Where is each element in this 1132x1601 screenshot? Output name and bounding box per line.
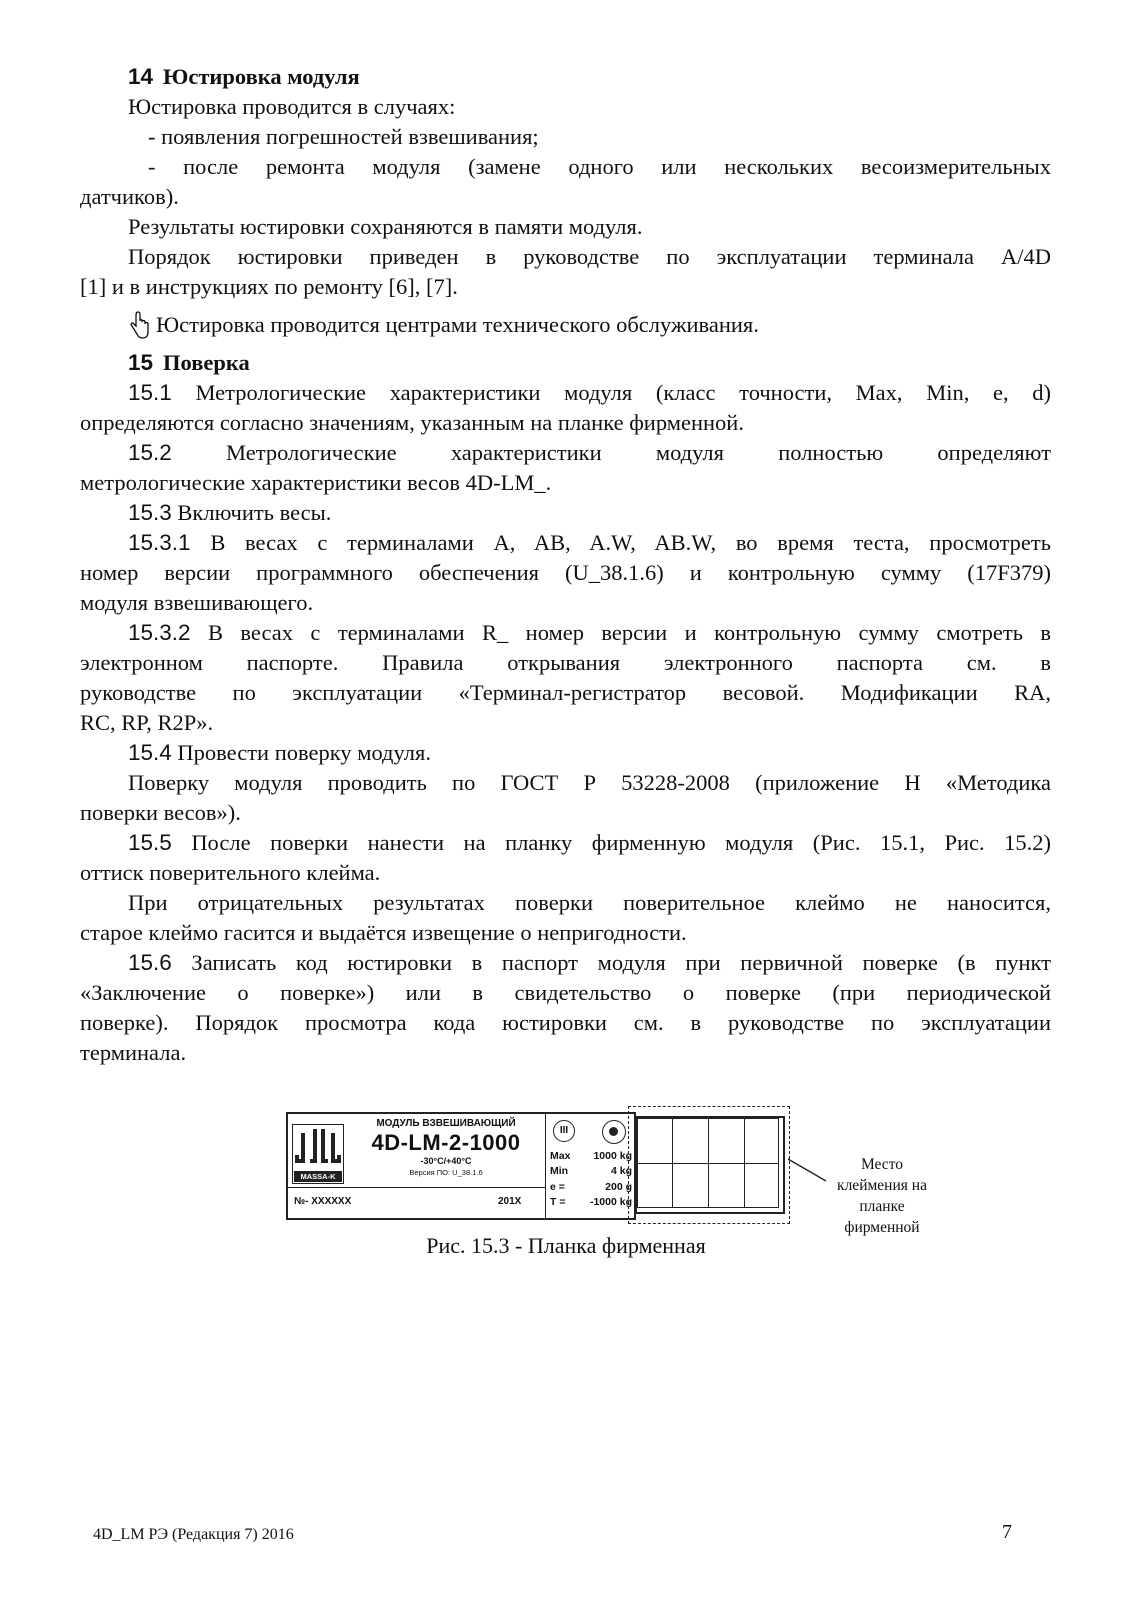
logo-mark-icon	[293, 1125, 343, 1171]
clause-15-1-continuation: определяются согласно значениям, указанным на планке фирменной.	[80, 410, 744, 435]
spec-e	[550, 1181, 632, 1193]
clause-text: Метрологические характеристики модуля полностью определяют	[226, 440, 1052, 465]
list-item: - появления погрешностей взвешивания;	[148, 124, 539, 149]
section-title: Поверка	[163, 350, 250, 375]
clause-number: 15.6	[128, 950, 172, 975]
figure-nameplate	[286, 1112, 927, 1250]
clause-number: 15.3.1	[128, 530, 191, 555]
clause-text: Провести поверку модуля.	[177, 740, 431, 765]
section-title: Юстировка модуля	[163, 64, 360, 89]
clause-text: В весах с терминалами A, AB, A.W, AB.W, во время теста, просмотреть	[210, 530, 1052, 555]
stamp-area	[628, 1106, 790, 1224]
plate-model: 4D-LM-2-1000	[371, 1130, 521, 1155]
label-line: Место	[860, 1156, 904, 1173]
plate-serial: №- XXXXXX	[294, 1196, 352, 1207]
clause-number: 15.5	[128, 830, 172, 855]
clause-15-2-continuation: метрологические характеристики весов 4D-LM_.	[80, 470, 552, 495]
certification-mark-icon	[602, 1120, 626, 1144]
paragraph: Порядок юстировки приведен в руководстве по эксплуатации терминала A/4D	[128, 244, 1051, 269]
spec-label: Min	[550, 1165, 569, 1177]
clause-15-3-1-continuation: номер версии программного обеспечения (U_38.1.6) и контрольную сумму (17F379)	[80, 560, 1051, 585]
clause-number: 15.1	[128, 380, 172, 405]
note	[80, 310, 1051, 340]
clause-15-1	[80, 378, 1051, 408]
clause-number: 15.2	[128, 440, 172, 465]
clause-number: 15.3.2	[128, 620, 191, 645]
footer-document: 4D_LM РЭ (Редакция 7) 2016	[93, 1526, 294, 1543]
section-15-heading	[80, 348, 1051, 378]
list-item-continuation: датчиков).	[80, 184, 179, 209]
paragraph-continuation: поверки весов»).	[80, 800, 241, 825]
spec-label: e =	[550, 1181, 565, 1193]
clause-15-3-2	[80, 618, 1051, 648]
clause-15-3	[80, 498, 1051, 528]
page-number: 7	[1002, 1521, 1012, 1543]
label-line: планке	[859, 1198, 905, 1215]
section-14-heading	[80, 62, 1051, 92]
massa-k-logo	[292, 1124, 344, 1184]
plate-temperature: -30°C/+40°C	[420, 1156, 472, 1166]
clause-15-6-continuation: поверке). Порядок просмотра кода юстировки см. в руководстве по эксплуатации	[80, 1010, 1051, 1035]
note-text: Юстировка проводится центрами технического обслуживания.	[156, 312, 759, 337]
plate-title: МОДУЛЬ ВЗВЕШИВАЮЩИЙ	[376, 1118, 516, 1129]
list-item: - после ремонта модуля (замене одного или нескольких весоизмерительных	[148, 154, 1051, 179]
clause-number: 15.3	[128, 500, 172, 525]
spec-value: 1000 kg	[593, 1150, 632, 1162]
figure-caption: Рис. 15.3 - Планка фирменная	[426, 1233, 706, 1258]
section-number: 14	[128, 64, 154, 89]
clause-text: Записать код юстировки в паспорт модуля при первичной поверке (в пункт	[191, 950, 1052, 975]
pointing-hand-icon	[128, 310, 150, 340]
paragraph-continuation: [1] и в инструкциях по ремонту [6], [7].	[80, 274, 458, 299]
spec-max	[550, 1150, 632, 1162]
clause-text: Метрологические характеристики модуля (класс точности, Max, Min, e, d)	[195, 380, 1051, 405]
paragraph: Поверку модуля проводить по ГОСТ Р 53228-2008 (приложение Н «Методика	[128, 770, 1051, 795]
clause-15-3-2-continuation: электронном паспорте. Правила открывания электронного паспорта см. в	[80, 650, 1051, 675]
clause-number: 15.4	[128, 740, 172, 765]
paragraph: Юстировка проводится в случаях:	[128, 94, 456, 119]
plate-divider	[545, 1114, 546, 1218]
plate-year: 201X	[498, 1196, 522, 1207]
plate-divider	[288, 1187, 545, 1188]
clause-15-3-1	[80, 528, 1051, 558]
logo-text: MASSA-K	[294, 1171, 342, 1182]
clause-15-5	[80, 828, 1051, 858]
label-line: фирменной	[844, 1219, 920, 1236]
nameplate	[286, 1112, 636, 1220]
spec-value: 4 kg	[610, 1165, 632, 1177]
paragraph-continuation: старое клеймо гасится и выдаётся извещение о непригодности.	[80, 920, 687, 945]
paragraph: Результаты юстировки сохраняются в памяти модуля.	[128, 214, 643, 239]
clause-15-3-1-continuation: модуля взвешивающего.	[80, 590, 314, 615]
plate-version: Версия ПО: U_38.1.6	[409, 1168, 483, 1177]
clause-15-6	[80, 948, 1051, 978]
clause-text: В весах с терминалами R_ номер версии и контрольную сумму смотреть в	[208, 620, 1052, 645]
spec-t	[550, 1196, 632, 1208]
section-number: 15	[128, 350, 154, 375]
spec-min	[550, 1165, 632, 1177]
clause-15-3-2-continuation: RC, RP, R2P».	[80, 710, 214, 735]
clause-15-6-continuation: «Заключение о поверке») или в свидетельство о поверке (при периодической	[80, 980, 1051, 1005]
spec-label: T =	[550, 1196, 566, 1208]
spec-value: -1000 kg	[589, 1196, 632, 1208]
spec-label: Max	[550, 1150, 571, 1162]
clause-15-3-2-continuation: руководстве по эксплуатации «Терминал-регистратор весовой. Модификации RA,	[80, 680, 1051, 705]
clause-15-6-continuation: терминала.	[80, 1040, 187, 1065]
stamp-area-label	[816, 1154, 948, 1238]
clause-15-2	[80, 438, 1051, 468]
spec-value: 200 g	[605, 1181, 632, 1193]
clause-15-4	[80, 738, 1051, 768]
stamp-grid	[635, 1116, 785, 1214]
clause-text: Включить весы.	[177, 500, 332, 525]
label-line: клеймения на	[837, 1177, 927, 1194]
accuracy-class-icon: III	[553, 1120, 575, 1142]
document-body	[80, 62, 1051, 1068]
clause-15-5-continuation: оттиск поверительного клейма.	[80, 860, 381, 885]
paragraph: При отрицательных результатах поверки поверительное клеймо не наносится,	[128, 890, 1051, 915]
clause-text: После поверки нанести на планку фирменную модуля (Рис. 15.1, Рис. 15.2)	[191, 830, 1051, 855]
